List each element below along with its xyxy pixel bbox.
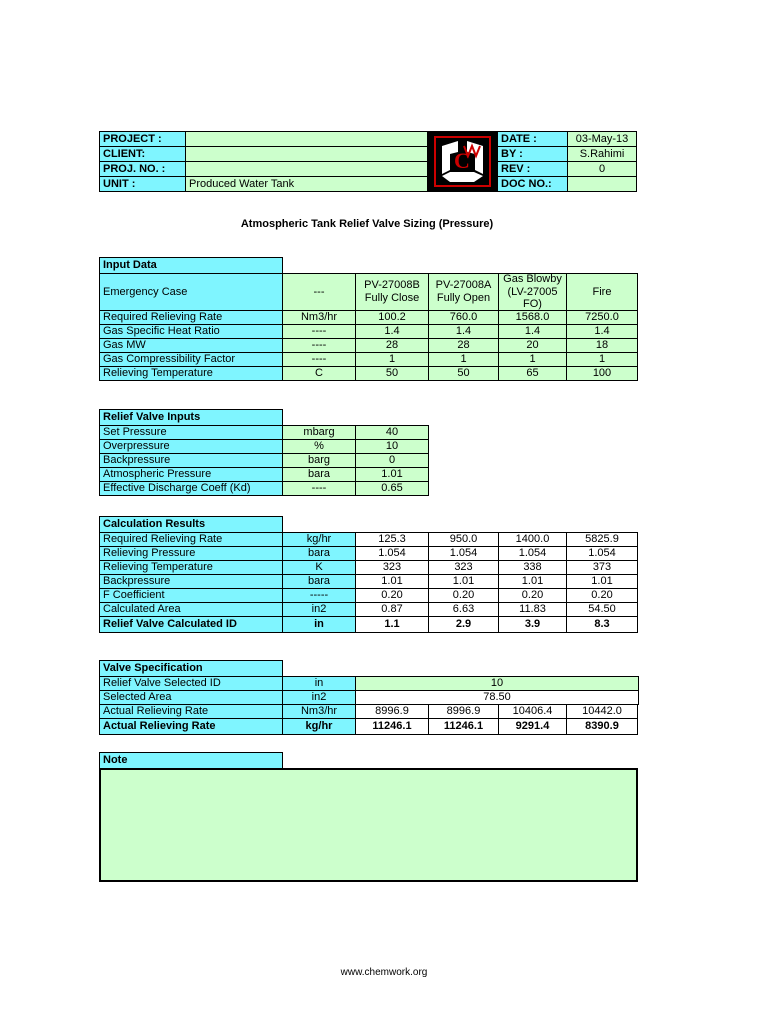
emergency-case-label: Emergency Case [99, 273, 283, 311]
rv-input-label: Backpressure [99, 453, 283, 468]
calc-row-value: 0.20 [498, 588, 567, 603]
valve-specification-header: Valve Specification [99, 660, 283, 677]
rv-input-unit: ---- [282, 481, 356, 496]
calc-row-value: 1.054 [428, 546, 499, 561]
rv-input-unit: % [282, 439, 356, 454]
calc-row-label: Relieving Temperature [99, 560, 283, 575]
input-row-value[interactable]: 1 [498, 352, 567, 367]
input-row-value[interactable]: 760.0 [428, 310, 499, 325]
calc-row-value: 0.20 [355, 588, 429, 603]
rv-input-value[interactable]: 10 [355, 439, 429, 454]
calc-row-value: 125.3 [355, 532, 429, 547]
actual-rate-nm3-value: 8996.9 [428, 704, 499, 719]
calc-row-value: 2.9 [428, 616, 499, 633]
actual-rate-nm3-label: Actual Relieving Rate [99, 704, 283, 719]
selected-area-label: Selected Area [99, 690, 283, 705]
calc-row-value: 1.01 [428, 574, 499, 589]
project-label: PROJECT : [99, 131, 186, 147]
input-row-value[interactable]: 65 [498, 366, 567, 381]
calc-row-value: 1.054 [498, 546, 567, 561]
input-row-value[interactable]: 100.2 [355, 310, 429, 325]
input-data-header: Input Data [99, 257, 283, 274]
date-value[interactable]: 03-May-13 [567, 131, 637, 147]
calc-row-label: Relieving Pressure [99, 546, 283, 561]
selected-id-unit: in [282, 676, 356, 691]
by-label: BY : [497, 146, 568, 162]
svg-text:C: C [454, 148, 470, 173]
calc-row-value: 3.9 [498, 616, 567, 633]
input-row-unit: ---- [282, 352, 356, 367]
rv-input-value[interactable]: 0.65 [355, 481, 429, 496]
calc-row-unit: in2 [282, 602, 356, 617]
input-row-unit: C [282, 366, 356, 381]
input-row-label: Relieving Temperature [99, 366, 283, 381]
note-header: Note [99, 752, 283, 769]
actual-rate-kg-label: Actual Relieving Rate [99, 718, 283, 735]
proj-no-label: PROJ. NO. : [99, 161, 186, 177]
rv-input-label: Set Pressure [99, 425, 283, 440]
selected-area-unit: in2 [282, 690, 356, 705]
input-row-label: Required Relieving Rate [99, 310, 283, 325]
calc-row-unit: K [282, 560, 356, 575]
input-row-label: Gas Specific Heat Ratio [99, 324, 283, 339]
actual-rate-nm3-value: 10406.4 [498, 704, 567, 719]
calc-row-value: 1.054 [566, 546, 638, 561]
emergency-case-unit: --- [282, 273, 356, 311]
input-row-unit: Nm3/hr [282, 310, 356, 325]
calc-row-value: 54.50 [566, 602, 638, 617]
unit-label: UNIT : [99, 176, 186, 192]
actual-rate-kg-value: 11246.1 [428, 718, 499, 735]
client-label: CLIENT: [99, 146, 186, 162]
page-title: Atmospheric Tank Relief Valve Sizing (Pressure) [240, 218, 494, 230]
selected-id-label: Relief Valve Selected ID [99, 676, 283, 691]
calc-row-value: 11.83 [498, 602, 567, 617]
calc-row-value: 1.054 [355, 546, 429, 561]
calc-row-unit: bara [282, 546, 356, 561]
rv-input-value[interactable]: 40 [355, 425, 429, 440]
calc-row-value: 1.1 [355, 616, 429, 633]
calc-row-unit: bara [282, 574, 356, 589]
company-logo [427, 131, 498, 192]
calc-row-unit: ----- [282, 588, 356, 603]
input-row-value[interactable]: 20 [498, 338, 567, 353]
note-area[interactable] [99, 768, 638, 882]
calc-row-label: Required Relieving Rate [99, 532, 283, 547]
calc-row-value: 1.01 [498, 574, 567, 589]
actual-rate-kg-value: 11246.1 [355, 718, 429, 735]
rv-input-unit: bara [282, 467, 356, 482]
unit-value[interactable]: Produced Water Tank [185, 176, 428, 192]
input-row-unit: ---- [282, 338, 356, 353]
input-row-value[interactable]: 7250.0 [566, 310, 638, 325]
calc-row-label: F Coefficient [99, 588, 283, 603]
emergency-case-4[interactable]: Fire [566, 273, 638, 311]
rv-input-label: Overpressure [99, 439, 283, 454]
input-row-value[interactable]: 1.4 [428, 324, 499, 339]
calc-row-label: Backpressure [99, 574, 283, 589]
input-row-value[interactable]: 1.4 [566, 324, 638, 339]
input-row-unit: ---- [282, 324, 356, 339]
rv-input-label: Effective Discharge Coeff (Kd) [99, 481, 283, 496]
rv-input-unit: mbarg [282, 425, 356, 440]
calc-row-value: 1.01 [566, 574, 638, 589]
actual-rate-nm3-value: 8996.9 [355, 704, 429, 719]
calc-row-value: 323 [428, 560, 499, 575]
calc-row-unit: kg/hr [282, 532, 356, 547]
project-value[interactable] [185, 131, 428, 147]
input-row-label: Gas MW [99, 338, 283, 353]
client-value[interactable] [185, 146, 428, 162]
calc-row-value: 373 [566, 560, 638, 575]
input-row-value[interactable]: 100 [566, 366, 638, 381]
actual-rate-nm3-unit: Nm3/hr [282, 704, 356, 719]
input-row-value[interactable]: 50 [428, 366, 499, 381]
input-row-value[interactable]: 18 [566, 338, 638, 353]
calc-row-value: 8.3 [566, 616, 638, 633]
input-row-value[interactable]: 28 [428, 338, 499, 353]
footer-url: www.chemwork.org [340, 967, 428, 978]
input-row-value[interactable]: 1 [566, 352, 638, 367]
rev-label: REV : [497, 161, 568, 177]
actual-rate-kg-unit: kg/hr [282, 718, 356, 735]
calc-row-value: 1.01 [355, 574, 429, 589]
date-label: DATE : [497, 131, 568, 147]
actual-rate-nm3-value: 10442.0 [566, 704, 638, 719]
calc-row-value: 338 [498, 560, 567, 575]
calc-row-value: 0.20 [428, 588, 499, 603]
actual-rate-kg-value: 9291.4 [498, 718, 567, 735]
input-row-value[interactable]: 1 [428, 352, 499, 367]
rev-value[interactable]: 0 [567, 161, 637, 177]
input-row-label: Gas Compressibility Factor [99, 352, 283, 367]
calc-row-value: 0.87 [355, 602, 429, 617]
input-row-value[interactable]: 1.4 [355, 324, 429, 339]
input-row-value[interactable]: 1568.0 [498, 310, 567, 325]
doc-no-label: DOC NO.: [497, 176, 568, 192]
calc-row-label: Calculated Area [99, 602, 283, 617]
input-row-value[interactable]: 50 [355, 366, 429, 381]
calc-row-value: 950.0 [428, 532, 499, 547]
calc-row-unit: in [282, 616, 356, 633]
selected-id-value[interactable]: 10 [355, 676, 639, 691]
emergency-case-2[interactable]: PV-27008A Fully Open [428, 273, 499, 311]
calc-row-value: 323 [355, 560, 429, 575]
emergency-case-1[interactable]: PV-27008B Fully Close [355, 273, 429, 311]
input-row-value[interactable]: 1 [355, 352, 429, 367]
by-value[interactable]: S.Rahimi [567, 146, 637, 162]
rv-input-label: Atmospheric Pressure [99, 467, 283, 482]
selected-area-value: 78.50 [355, 690, 639, 705]
calculation-results-header: Calculation Results [99, 516, 283, 533]
input-row-value[interactable]: 28 [355, 338, 429, 353]
calc-row-value: 1400.0 [498, 532, 567, 547]
doc-no-value[interactable] [567, 176, 637, 192]
emergency-case-3[interactable]: Gas Blowby (LV-27005 FO) [498, 273, 567, 311]
rv-input-value[interactable]: 1.01 [355, 467, 429, 482]
rv-input-unit: barg [282, 453, 356, 468]
calc-row-value: 0.20 [566, 588, 638, 603]
actual-rate-kg-value: 8390.9 [566, 718, 638, 735]
calc-row-value: 5825.9 [566, 532, 638, 547]
input-row-value[interactable]: 1.4 [498, 324, 567, 339]
logo-icon [428, 132, 497, 191]
proj-no-value[interactable] [185, 161, 428, 177]
relief-valve-inputs-header: Relief Valve Inputs [99, 409, 283, 426]
calc-row-label: Relief Valve Calculated ID [99, 616, 283, 633]
calc-row-value: 6.63 [428, 602, 499, 617]
rv-input-value[interactable]: 0 [355, 453, 429, 468]
